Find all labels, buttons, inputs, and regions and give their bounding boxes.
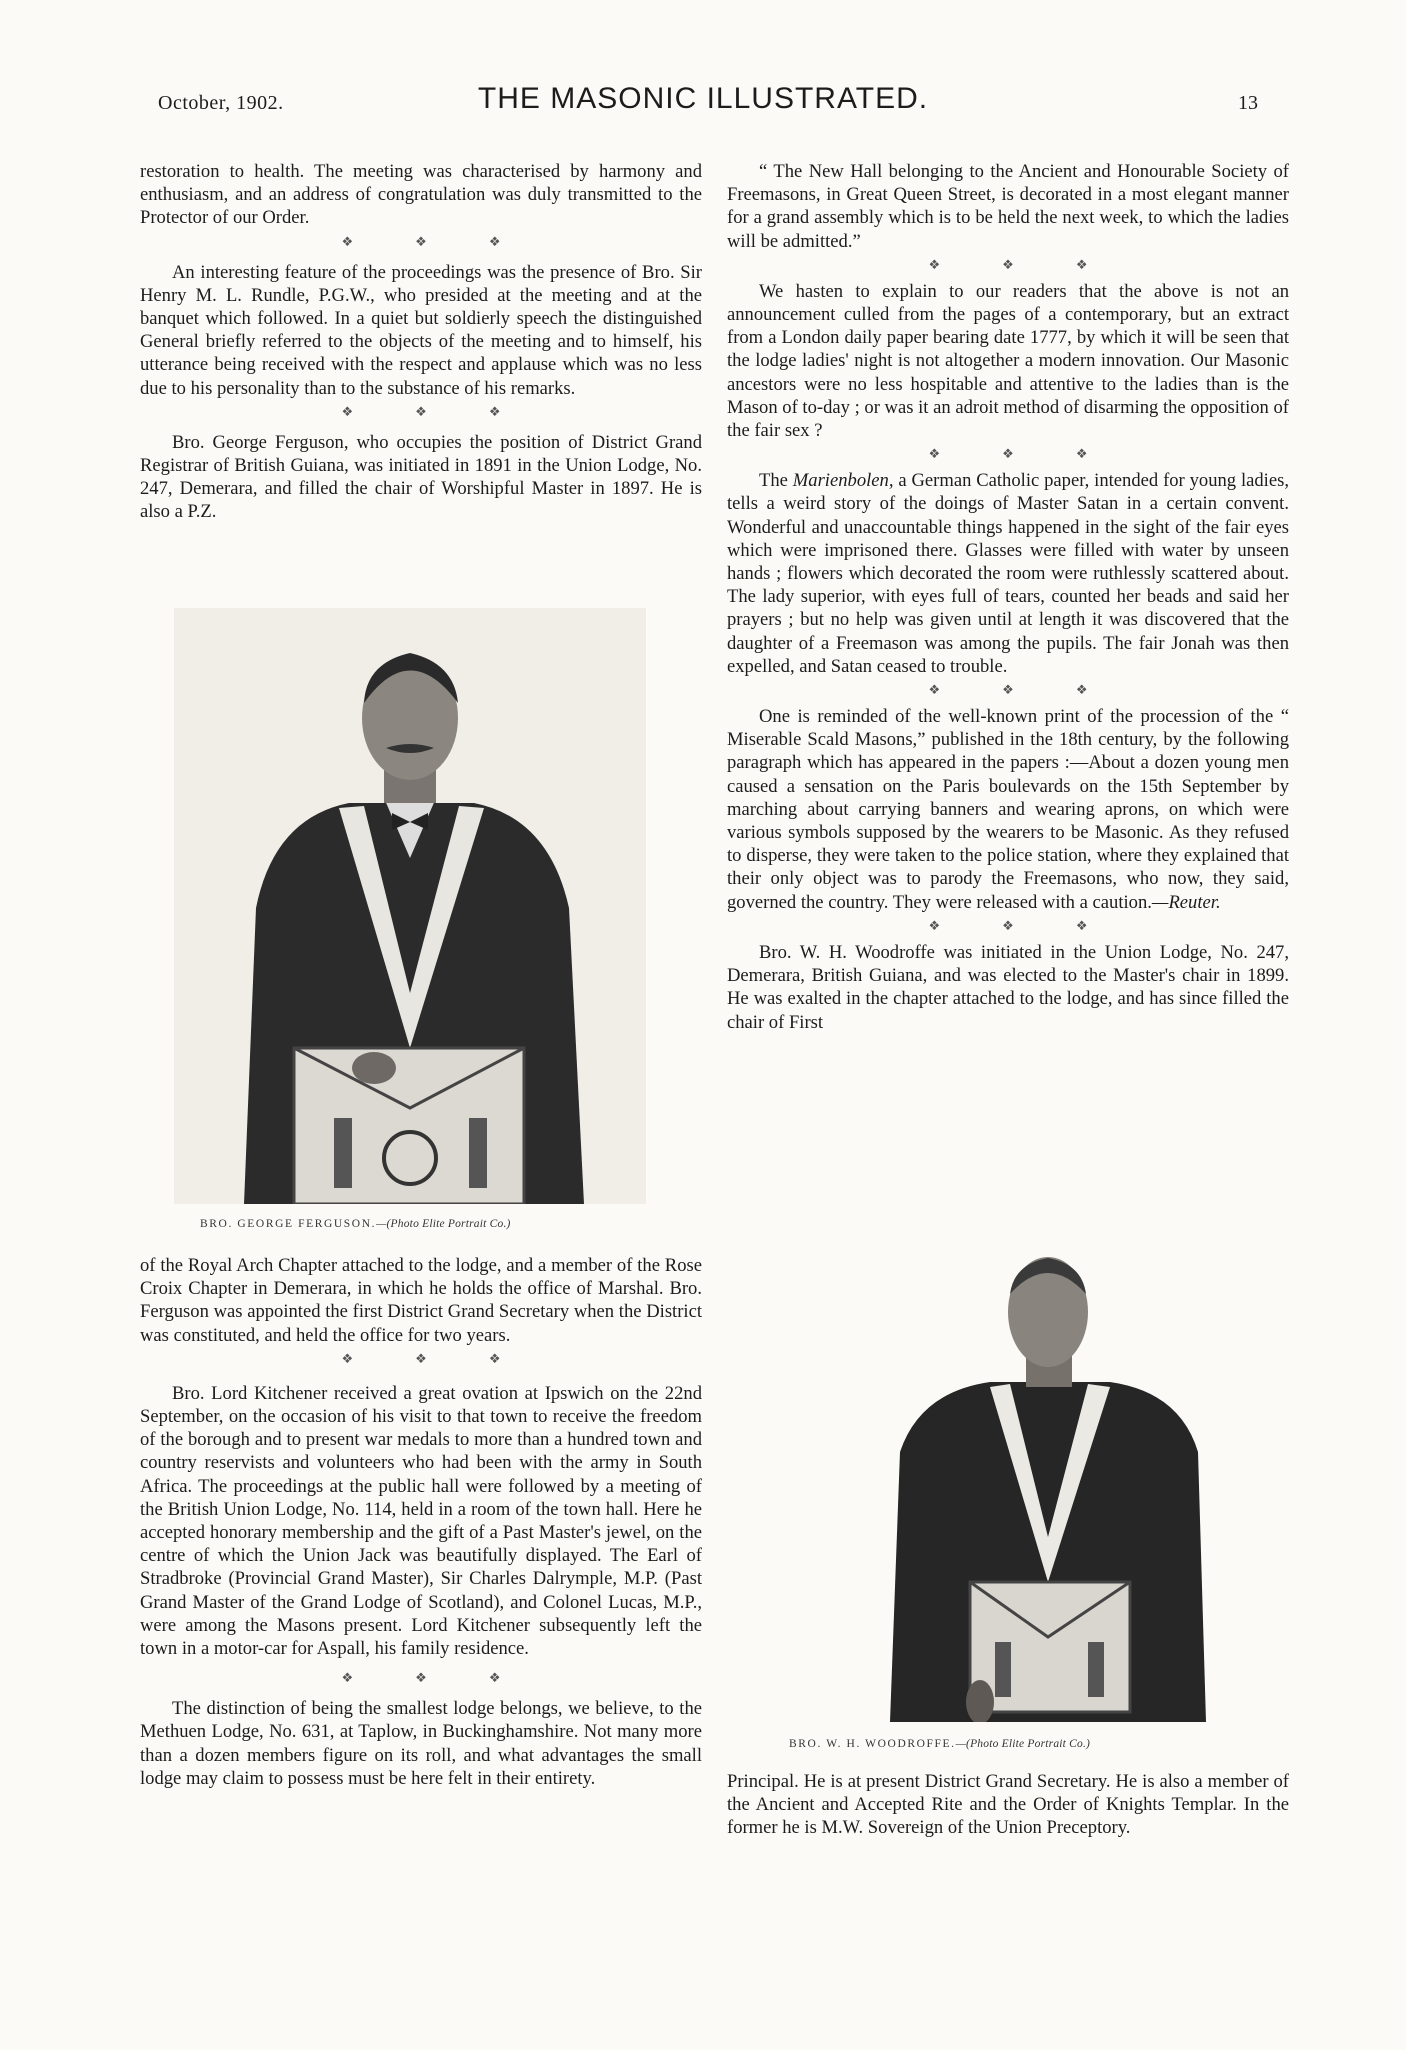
ornament-icon: ❖ — [415, 233, 427, 249]
section-divider — [140, 1347, 702, 1370]
issue-date: October, 1902. — [158, 92, 284, 114]
ornament-icon: ❖ — [1002, 256, 1014, 272]
ornament-icon: ❖ — [1002, 682, 1014, 698]
paragraph: An interesting feature of the proceedings was the presence of Bro. Sir Henry M. L. Rundle, P.G.W., who presided at the meeting and at the banquet which followed. In a quiet but soldierly speech the distinguished General briefly referred to the objects of the meeting and to himself, his utterance being received with the respect and applause which was no less due to his personality than to the substance of his remarks. — [140, 261, 702, 399]
ornament-icon: ❖ — [341, 1350, 354, 1366]
ornament-icon: ❖ — [928, 682, 941, 698]
newspaper-title: Marienbolen, — [792, 470, 894, 492]
caption-credit: —(Photo Elite Portrait Co.) — [376, 1218, 511, 1230]
text-span: The — [759, 470, 793, 492]
left-column-top — [140, 160, 702, 524]
ornament-icon: ❖ — [1002, 446, 1014, 462]
right-column-bottom — [727, 1770, 1289, 1840]
ornament-icon: ❖ — [341, 403, 354, 419]
page-number: 13 — [1238, 92, 1258, 114]
portrait-image — [174, 608, 646, 1204]
ornament-icon: ❖ — [1075, 256, 1088, 272]
caption-credit: —(Photo Elite Portrait Co.) — [955, 1738, 1091, 1750]
caption-name: BRO. GEORGE FERGUSON. — [200, 1218, 377, 1230]
right-column-top — [727, 160, 1289, 1034]
section-divider — [727, 442, 1289, 465]
ornament-icon: ❖ — [1002, 917, 1014, 933]
section-divider — [727, 253, 1289, 276]
paragraph: Principal. He is at present District Grand Secretary. He is also a member of the Ancient and Accepted Rite and the Order of Knights Templar. In the former he is M.W. Sovereign of the Union Preceptory. — [727, 1771, 1289, 1839]
ornament-icon: ❖ — [928, 446, 941, 462]
paragraph: We hasten to explain to our readers that the above is not an announcement culled from the pages of a contemporary, but an extract from a London daily paper bearing date 1777, by which it will be seen that the lodge ladies' night is not altogether a modern innovation. Our Masonic ancestors were no less hospitable and attentive to the ladies than is the Mason of to-day ; or was it an adroit method of disarming the opposition of the fair sex ? — [727, 280, 1289, 442]
ornament-icon: ❖ — [1075, 446, 1088, 462]
section-divider — [727, 678, 1289, 701]
left-column-bottom — [140, 1254, 702, 1790]
text-span: One is reminded of the well-known print of the procession of the “ Miserable Scald Masons,” published in the 18th century, by the following paragraph which has appeared in the papers :—About a dozen young men caused a sensation on the Paris boulevards on the 15th September by marching about carrying banners and wearing aprons, on which were various symbols supposed by the wearers to be Masonic. As they refused to disperse, they were taken to the police station, where they explained that their only object was to parody the Freemasons, who now, they said, governed the country. They were released with a caution. — [727, 706, 1289, 913]
paragraph: Bro. George Ferguson, who occupies the position of District Grand Registrar of British Guiana, was initiated in 1891 in the Union Lodge, No. 247, Demerara, and filled the chair of Worshipful Master in 1897. He is also a P.Z. — [140, 431, 702, 523]
portrait-photo-ferguson — [174, 608, 646, 1204]
section-divider — [140, 1666, 702, 1689]
section-divider — [727, 914, 1289, 937]
portrait-image — [860, 1242, 1236, 1722]
photo-caption — [200, 1218, 511, 1230]
paragraph: restoration to health. The meeting was characterised by harmony and enthusiasm, and an address of congratulation was duly transmitted to the Protector of our Order. — [140, 161, 702, 229]
ornament-icon: ❖ — [488, 1350, 501, 1366]
paragraph: “ The New Hall belonging to the Ancient and Honourable Society of Freemasons, in Great Queen Street, is decorated in a most elegant manner for a grand assembly which is to be held the next week, to which the ladies will be admitted.” — [727, 161, 1289, 252]
caption-name: BRO. W. H. WOODROFFE. — [789, 1738, 956, 1750]
ornament-icon: ❖ — [415, 1350, 427, 1366]
section-divider — [140, 400, 702, 423]
photo-caption — [789, 1738, 1090, 1750]
ornament-icon: ❖ — [488, 1670, 501, 1686]
ornament-icon: ❖ — [1075, 917, 1088, 933]
publication-title: THE MASONIC ILLUSTRATED. — [477, 82, 929, 115]
portrait-photo-woodroffe — [860, 1242, 1236, 1722]
ornament-icon: ❖ — [1075, 682, 1088, 698]
page-header — [0, 82, 1406, 122]
ornament-icon: ❖ — [341, 233, 354, 249]
paragraph: Bro. W. H. Woodroffe was initiated in the Union Lodge, No. 247, Demerara, British Guiana, and was elected to the Master's chair in 1899. He was exalted in the chapter attached to the lodge, and has since filled the chair of First — [727, 941, 1289, 1033]
paragraph: Bro. Lord Kitchener received a great ovation at Ipswich on the 22nd September, on the occasion of his visit to that town to receive the freedom of the borough and to present war medals to more than a hundred town and country reservists and volunteers who had been with the army in South Africa. The proceedings at the public hall were followed by a meeting of the British Union Lodge, No. 114, held in a room of the town hall. Here he accepted honorary membership and the gift of a Past Master's jewel, on the centre of which the Union Jack was beautifully displayed. The Earl of Stradbroke (Provincial Grand Master), Sir Charles Dalrymple, M.P. (Past Grand Master of the Grand Lodge of Scotland), and Colonel Lucas, M.P., were among the Masons present. Lord Kitchener subsequently left the town in a motor-car for Aspall, his family residence. — [140, 1382, 702, 1660]
ornament-icon: ❖ — [415, 403, 427, 419]
ornament-icon: ❖ — [341, 1670, 354, 1686]
ornament-icon: ❖ — [415, 1670, 427, 1686]
text-span: a German Catholic paper, intended for young ladies, tells a weird story of the doings of Master Satan in a certain convent. Wonderful and unaccountable things happened in the sight of the fair eyes which were imprisoned there. Glasses were filled with water by unseen hands ; flowers which decorated the room were ruthlessly scattered about. The lady superior, with eyes full of tears, counted her beads and said her prayers ; but no help was given until at length it was discovered that the daughter of a Freemason was among the pupils. The fair Jonah was then expelled, and Satan ceased to trouble. — [727, 470, 1289, 677]
ornament-icon: ❖ — [928, 917, 941, 933]
paragraph: The distinction of being the smallest lodge belongs, we believe, to the Methuen Lodge, No. 631, at Taplow, in Buckinghamshire. Not many more than a dozen members figure on its roll, and what advantages the small lodge may claim to possess must be here felt in their entirety. — [140, 1698, 702, 1789]
paragraph — [727, 705, 1289, 914]
section-divider — [140, 230, 702, 253]
paragraph: of the Royal Arch Chapter attached to the lodge, and a member of the Rose Croix Chapter in Demerara, in which he holds the office of Marshal. Bro. Ferguson was appointed the first District Grand Secretary when the District was constituted, and held the office for two years. — [140, 1255, 702, 1346]
ornament-icon: ❖ — [488, 233, 501, 249]
ornament-icon: ❖ — [488, 403, 501, 419]
source-attribution: —Reuter. — [1151, 891, 1221, 913]
paragraph — [727, 469, 1289, 678]
ornament-icon: ❖ — [928, 256, 941, 272]
